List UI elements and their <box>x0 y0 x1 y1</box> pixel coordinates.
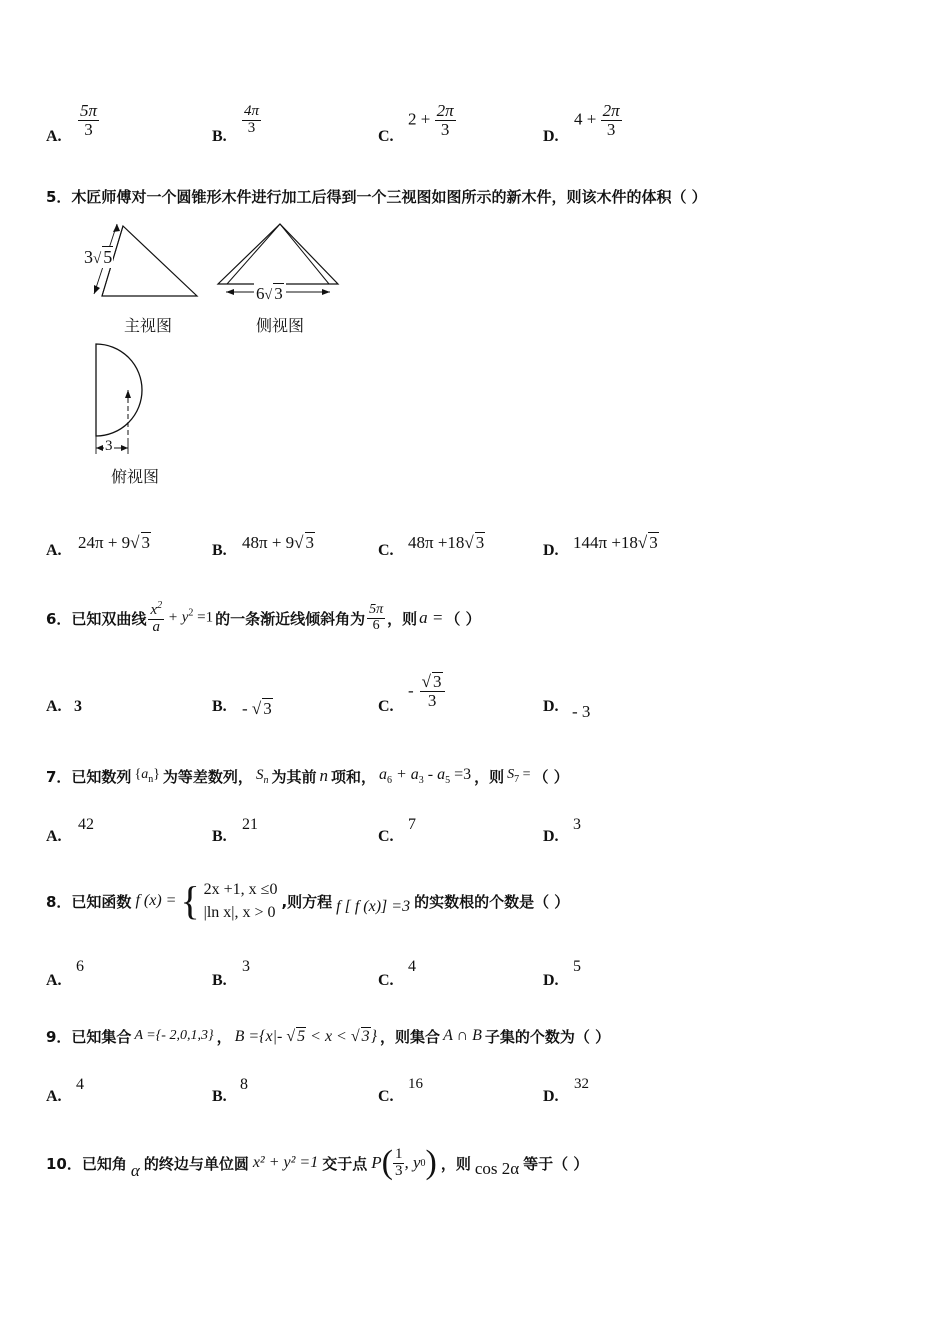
q7-option-b-label: B. <box>212 828 227 845</box>
q10-angle: α <box>130 1161 140 1180</box>
q6-stem <box>46 590 481 646</box>
top-view-outline <box>96 344 142 436</box>
q6-paren: （ ） <box>445 609 481 628</box>
q4-option-b-label: B. <box>212 128 227 145</box>
q7-stem: 7．已知数列 $\{a_n\}$ 为等差数列， $S_n$ 为其前 n 项和， $a_6 + a_3 - a_5 =3$ ，则 $S_7$ = （ ） <box>46 765 569 787</box>
q7-s7: $S_7$ = <box>507 767 531 785</box>
q8-option-a-label: A. <box>46 972 62 989</box>
q6-option-c-label: C. <box>378 698 394 715</box>
front-view-arrow-bottom <box>94 285 100 294</box>
q8-function: f (x) = <box>135 892 177 909</box>
q9-option-c-value: 16 <box>408 1076 423 1092</box>
q8-option-a-value: 6 <box>76 958 84 975</box>
q9-set-b: B ={x|- √ 5 < x < √ 3} <box>234 1027 378 1045</box>
q5-option-b-value: 48π + 9√ 3 <box>242 533 315 552</box>
q7-options <box>0 812 950 852</box>
q6-options <box>0 672 950 724</box>
q4-option-b-value: $\frac{4\pi}{3}$ <box>244 103 260 136</box>
front-view-caption: 主视图 <box>124 316 173 335</box>
side-view-arrow-right <box>322 289 330 295</box>
q7-option-b-value: 21 <box>242 816 258 833</box>
q9-options <box>0 1072 950 1112</box>
q6-option-b-value: - √ 3 <box>242 699 272 718</box>
q6-prefix: 6．已知双曲线 <box>46 609 147 628</box>
q9-option-a-value: 4 <box>76 1076 84 1093</box>
q5-option-b-label: B. <box>212 542 227 559</box>
top-view-dimension: 3 <box>105 438 113 454</box>
q5-option-d-label: D. <box>543 542 559 559</box>
q6-option-d-label: D. <box>543 698 559 715</box>
top-view-arrow-left <box>96 445 103 451</box>
q9-option-c-label: C. <box>378 1088 394 1105</box>
q9-intersection: A ∩ B <box>443 1027 482 1044</box>
q8-brace: { <box>180 878 200 923</box>
q8-option-c-label: C. <box>378 972 394 989</box>
q8-stem: 8．已知函数 f (x) = { 2x +1, x ≤0 |ln x|, x > 0 ,则方程 f [ f (x)] =3 的实数根的个数是（ ） <box>46 878 570 923</box>
side-view-arrow-left <box>226 289 234 295</box>
q6-option-a-label: A. <box>46 698 62 715</box>
q6-option-d-value: - 3 <box>572 702 591 721</box>
q5-option-a-value: 24π + 9√ 3 <box>78 533 151 552</box>
q7-option-c-label: C. <box>378 828 394 845</box>
q5-option-c-value: 48π +18√ 3 <box>408 533 485 552</box>
q6-mid: 的一条渐近线倾斜角为 <box>215 609 366 628</box>
q7-option-a-label: A. <box>46 828 62 845</box>
q8-option-b-label: B. <box>212 972 227 989</box>
q10-expression: cos 2α <box>474 1159 520 1178</box>
q9-option-d-label: D. <box>543 1088 559 1105</box>
q8-option-c-value: 4 <box>408 958 416 975</box>
side-view-outer-triangle <box>218 224 338 284</box>
q6-option-b-label: B. <box>212 698 227 715</box>
side-view-dimension: 6√ 3 <box>254 283 286 304</box>
q9-option-b-label: B. <box>212 1088 227 1105</box>
q4-option-c-value: 2 + $\frac{2\pi}{3}$ <box>408 101 454 139</box>
front-view-arrow-top <box>113 224 120 232</box>
q7-equation: $a_6 + a_3 - a_5 =3$ <box>378 765 472 787</box>
q4-option-c-label: C. <box>378 128 394 145</box>
q4-option-d-value: 4 + $\frac{2\pi}{3}$ <box>574 101 620 139</box>
q7-option-c-value: 7 <box>408 816 416 833</box>
q10-point: P ( $\frac{1}{3}$ , y 0 ) <box>371 1144 437 1181</box>
q8-option-d-label: D. <box>543 972 559 989</box>
q9-option-a-label: A. <box>46 1088 62 1105</box>
q5-option-a-label: A. <box>46 542 62 559</box>
q8-option-d-value: 5 <box>573 958 581 975</box>
q7-sum: $S_n$ <box>255 766 269 786</box>
q5-option-c-label: C. <box>378 542 394 559</box>
q7-option-a-value: 42 <box>78 816 94 833</box>
q9-option-b-value: 8 <box>240 1076 248 1093</box>
q7-option-d-label: D. <box>543 828 559 845</box>
q5-stem: 5．木匠师傅对一个圆锥形木件进行加工后得到一个三视图如图所示的新木件，则该木件的体积（ ） <box>46 188 707 206</box>
q6-option-c-value: - $\frac{√ 3}{3}$ <box>408 672 445 710</box>
q6-angle: $\frac{5\pi}{6}$ <box>369 601 384 633</box>
q6-option-a-value: 3 <box>74 698 82 715</box>
q6-then: ，则 <box>387 609 418 628</box>
side-view-edge-right <box>280 224 329 284</box>
q10-unit-circle: x² + y² =1 <box>252 1154 319 1171</box>
side-view-caption: 侧视图 <box>256 316 305 335</box>
q7-sequence: $\{a_n\}$ <box>134 767 160 785</box>
side-view-edge-left <box>227 224 280 284</box>
q8-cases: 2x +1, x ≤0 |ln x|, x > 0 <box>203 880 278 921</box>
q6-variable: a = <box>419 608 444 627</box>
q4-option-a-label: A. <box>46 128 62 145</box>
q10-stem: 10．已知角 α 的终边与单位圆 x² + y² =1 交于点 P ( $\frac{1}{3}$ , y 0 ) ，则 cos 2α 等于（ ） <box>46 1144 589 1181</box>
q4-option-d-label: D. <box>543 128 559 145</box>
q7-option-d-value: 3 <box>573 816 581 833</box>
top-view-arrow-right <box>121 445 128 451</box>
q9-stem: 9．已知集合 A ={- 2,0,1,3} ， B ={x|- √ 5 < x < √ 3} ，则集合 A ∩ B 子集的个数为（ ） <box>46 1027 611 1046</box>
q4-options <box>0 98 950 158</box>
q8-options <box>0 956 950 996</box>
q8-option-b-value: 3 <box>242 958 250 975</box>
q5-options <box>0 528 950 564</box>
q9-option-d-value: 32 <box>574 1076 589 1092</box>
top-view-center-arrow <box>125 390 131 398</box>
q6-hyperbola: $\frac{x^2}{a}$ + $y^2 =1$ <box>150 599 214 635</box>
q4-option-a-value: $\frac{5\pi}{3}$ <box>80 101 98 139</box>
q9-set-a: A ={- 2,0,1,3} <box>134 1028 214 1043</box>
front-view-triangle <box>102 226 197 296</box>
q8-equation: f [ f (x)] =3 <box>336 898 411 915</box>
front-view-dimension: 3√ 5 <box>84 247 113 267</box>
top-view-caption: 俯视图 <box>111 467 160 486</box>
q5-option-d-value: 144π +18√ 3 <box>573 533 658 552</box>
